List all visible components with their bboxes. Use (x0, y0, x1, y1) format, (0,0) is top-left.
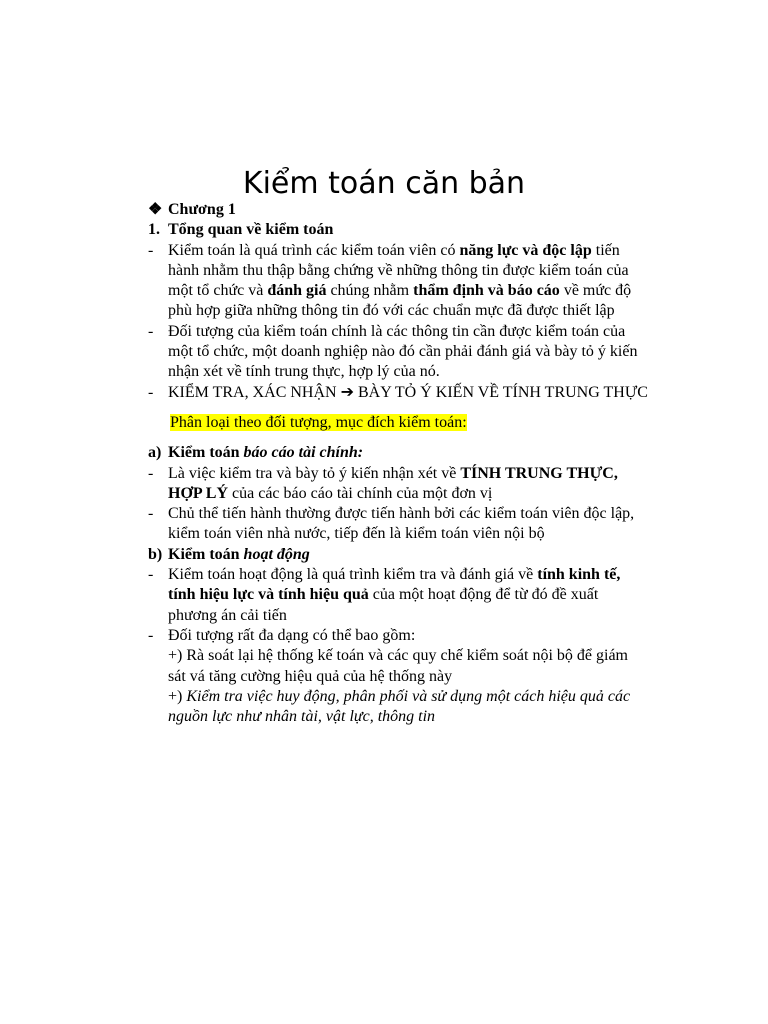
text-run: tiến hành nhằm thu thập bằng chứng về những thông tin được kiểm toán của một tổ chức và (168, 241, 629, 300)
list-marker: a) (148, 444, 162, 462)
bold-text: Kiểm toán (168, 545, 244, 563)
bold-text: thẩm định và báo cáo (413, 282, 560, 300)
text-run: BÀY TỎ Ý KIẾN VỀ TÍNH TRUNG THỰC (354, 383, 648, 401)
dash-marker: - (148, 383, 154, 401)
bold-italic-text: hoạt động (243, 545, 310, 563)
bold-text: tính kinh tế, tính hiệu lực và tính hiệu quả (168, 566, 621, 604)
section-heading-b (148, 545, 648, 565)
text-run: Kiểm toán hoạt động là quá trình kiểm tra và đánh giá về (168, 566, 538, 584)
highlighted-text: Phân loại theo đối tượng, mục đích kiểm toán: (170, 413, 467, 431)
dash-marker: - (148, 464, 154, 482)
bold-text: đánh giá (267, 282, 327, 300)
dash-marker: - (148, 505, 154, 523)
highlighted-heading (148, 413, 648, 433)
paragraph (168, 383, 648, 403)
text-run: chúng nhằm (326, 282, 414, 300)
sub-item (148, 687, 648, 728)
paragraph (168, 565, 648, 626)
bold-text: TÍNH TRUNG THỰC, HỢP LÝ (168, 464, 618, 502)
list-marker: 1. (148, 221, 160, 239)
text-run: về mức độ phù hợp giữa những thông tin đó với các chuẩn mực đã được thiết lập (168, 282, 632, 320)
diamond-bullet-icon: ❖ (148, 201, 163, 218)
list-item (148, 241, 648, 322)
text-run: của các báo cáo tài chính của một đơn vị (228, 484, 493, 502)
list-item (148, 322, 648, 383)
list-item (148, 626, 648, 646)
text-run: của một hoạt động để từ đó đề xuất phương án cải tiến (168, 586, 599, 624)
document-title: Kiểm toán căn bản (242, 166, 526, 201)
text-run: KIỂM TRA, XÁC NHẬN (168, 383, 341, 401)
list-item (148, 383, 648, 403)
list-marker: b) (148, 545, 163, 563)
list-item (148, 565, 648, 626)
text-run: Là việc kiểm tra và bày tỏ ý kiến nhận xét về (168, 464, 461, 482)
dash-marker: - (148, 566, 154, 584)
list-item (148, 464, 648, 505)
dash-marker: - (148, 626, 154, 644)
bold-text: Kiểm toán (168, 444, 244, 462)
section-title (168, 545, 648, 565)
paragraph (168, 464, 648, 505)
chapter-heading (148, 200, 648, 220)
dash-marker: - (148, 241, 154, 259)
section-heading-a (148, 443, 648, 463)
text-run: Kiểm toán là quá trình các kiểm toán viên có (168, 241, 460, 259)
dash-marker: - (148, 322, 154, 340)
section-heading-1 (148, 220, 648, 240)
paragraph: Đối tượng của kiểm toán chính là các thông tin cần được kiểm toán của một tổ chức, một doanh nghiệp nào đó cần phải đánh giá và bày tỏ ý kiến nhận xét về tính trung thực, hợp lý của nó. (168, 322, 638, 381)
bold-italic-text: báo cáo tài chính: (243, 444, 364, 462)
paragraph: Chủ thể tiến hành thường được tiến hành bởi các kiểm toán viên độc lập, kiểm toán viên nhà nước, tiếp đến là kiểm toán viên nội bộ (168, 505, 635, 543)
bold-text: năng lực và độc lập (459, 241, 592, 259)
arrow-right-icon: ➔ (340, 383, 354, 401)
paragraph: Đối tượng rất đa dạng có thể bao gồm: (168, 626, 416, 644)
italic-text: Kiểm tra việc huy động, phân phối và sử dụng một cách hiệu quả các nguồn lực như nhân tài, vật lực, thông tin (168, 687, 631, 726)
section-title (168, 443, 648, 463)
paragraph (168, 241, 648, 322)
sub-item: +) Rà soát lại hệ thống kế toán và các quy chế kiểm soát nội bộ để giám sát vá tăng cường hiệu quả của hệ thống này (168, 647, 628, 685)
chapter-label: Chương 1 (168, 201, 236, 218)
section-title: Tổng quan về kiểm toán (168, 221, 334, 239)
text-run: +) (168, 687, 187, 705)
document-body (148, 200, 648, 727)
list-item (148, 504, 648, 545)
